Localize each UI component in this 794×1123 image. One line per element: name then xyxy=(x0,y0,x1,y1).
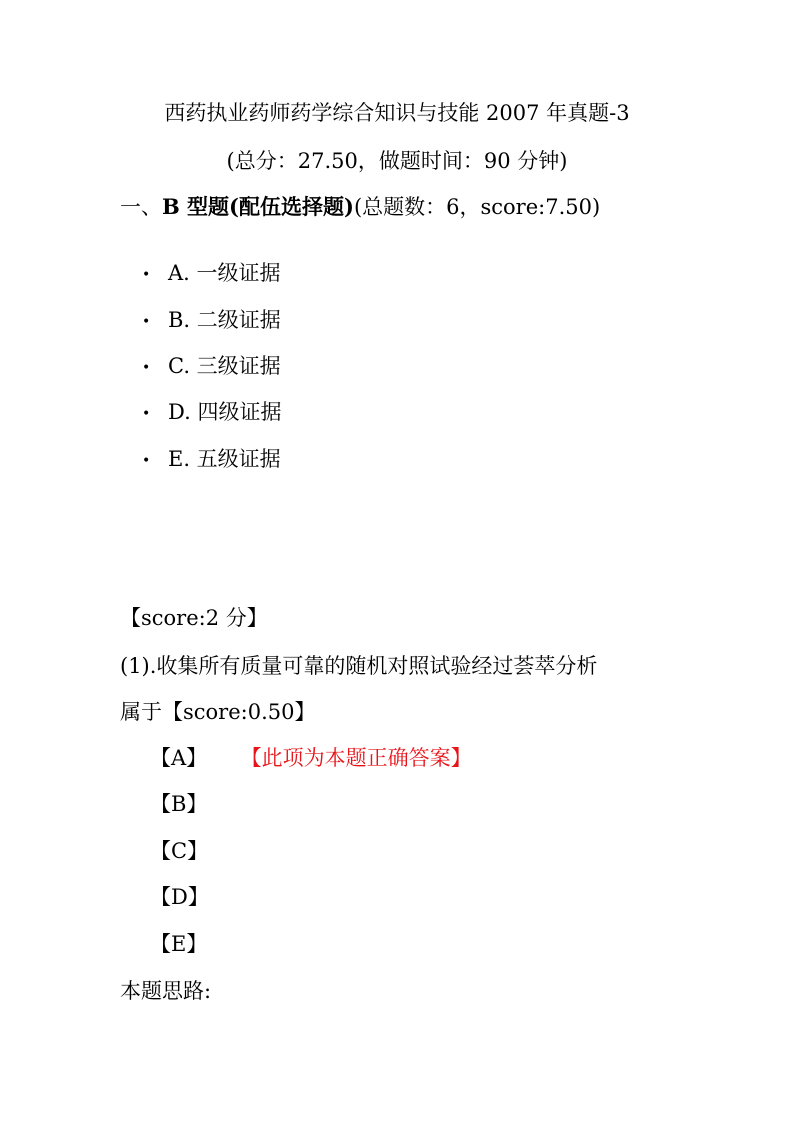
answer-choice-e: 【E】 xyxy=(150,932,208,956)
page-title: 西药执业药师药学综合知识与技能 2007 年真题-3 xyxy=(164,101,630,125)
question-text-line-2: 属于【score:0.50】 xyxy=(120,700,316,724)
bullet-icon: • xyxy=(142,266,151,283)
option-item xyxy=(142,260,281,288)
answer-choice-a xyxy=(150,745,472,771)
bullet-icon: • xyxy=(142,313,151,330)
option-text: C. 三级证据 xyxy=(168,354,281,378)
section-name: B 型题(配伍选择题) xyxy=(162,194,354,219)
section-meta: (总题数：6，score:7.50) xyxy=(353,195,601,219)
option-text: B. 二级证据 xyxy=(168,308,281,332)
answer-choice-d: 【D】 xyxy=(150,885,209,909)
analysis-label: 本题思路: xyxy=(120,979,212,1003)
section-prefix: 一、 xyxy=(120,195,162,219)
choice-label: 【A】 xyxy=(150,746,208,770)
option-text: A. 一级证据 xyxy=(168,261,281,285)
page-subtitle: (总分：27.50，做题时间：90 分钟) xyxy=(226,149,568,173)
option-item xyxy=(142,307,281,335)
question-text-line-1: (1).收集所有质量可靠的随机对照试验经过荟萃分析 xyxy=(120,654,598,678)
option-text: D. 四级证据 xyxy=(168,400,282,424)
bullet-icon: • xyxy=(142,405,151,422)
correct-answer-note: 【此项为本题正确答案】 xyxy=(251,746,472,770)
section-heading xyxy=(120,194,600,220)
option-item xyxy=(142,446,281,474)
answer-choice-b: 【B】 xyxy=(150,792,208,816)
bullet-icon: • xyxy=(142,359,151,376)
option-item xyxy=(142,353,281,381)
group-score: 【score:2 分】 xyxy=(120,606,268,630)
option-item xyxy=(142,399,281,427)
answer-choice-c: 【C】 xyxy=(150,839,209,863)
option-text: E. 五级证据 xyxy=(168,447,281,471)
bullet-icon: • xyxy=(142,452,151,469)
